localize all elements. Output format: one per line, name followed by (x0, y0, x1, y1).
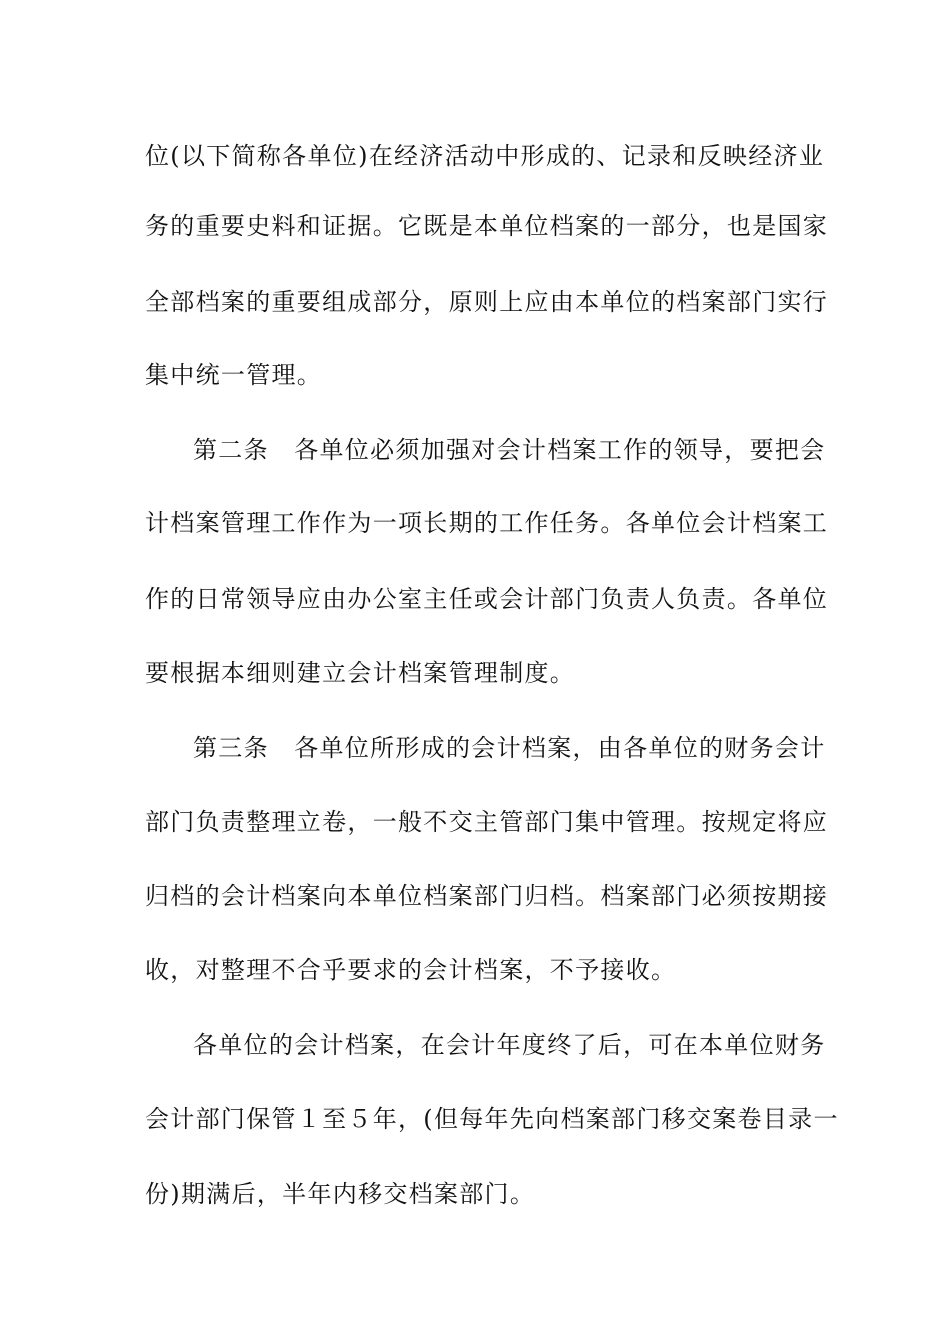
text-line: 集中统一管理。 (145, 361, 323, 389)
text-line: 全部档案的重要组成部分，原则上应由本单位的档案部门实行 (145, 288, 829, 316)
paragraph-first-line: 各单位的会计档案，在会计年度终了后，可在本单位财务 (193, 1031, 826, 1059)
text-line: 收，对整理不合乎要求的会计档案，不予接收。 (145, 956, 677, 984)
text-line: 要根据本细则建立会计档案管理制度。 (145, 659, 576, 687)
text-line: 位(以下简称各单位)在经济活动中形成的、记录和反映经济业 (145, 142, 825, 170)
article-2-first-line: 第二条 各单位必须加强对会计档案工作的领导，要把会 (193, 436, 826, 464)
text-line: 份)期满后，半年内移交档案部门。 (145, 1180, 536, 1208)
text-line: 会计部门保管１至５年，(但每年先向档案部门移交案卷目录一 (145, 1105, 839, 1133)
article-3-first-line: 第三条 各单位所形成的会计档案，由各单位的财务会计 (193, 734, 826, 762)
text-line: 归档的会计档案向本单位档案部门归档。档案部门必须按期接 (145, 882, 829, 910)
text-line: 部门负责整理立卷，一般不交主管部门集中管理。按规定将应 (145, 808, 829, 836)
text-line: 计档案管理工作作为一项长期的工作任务。各单位会计档案工 (145, 509, 829, 537)
text-line: 务的重要史料和证据。它既是本单位档案的一部分，也是国家 (145, 212, 829, 240)
text-line: 作的日常领导应由办公室主任或会计部门负责人负责。各单位 (145, 585, 829, 613)
